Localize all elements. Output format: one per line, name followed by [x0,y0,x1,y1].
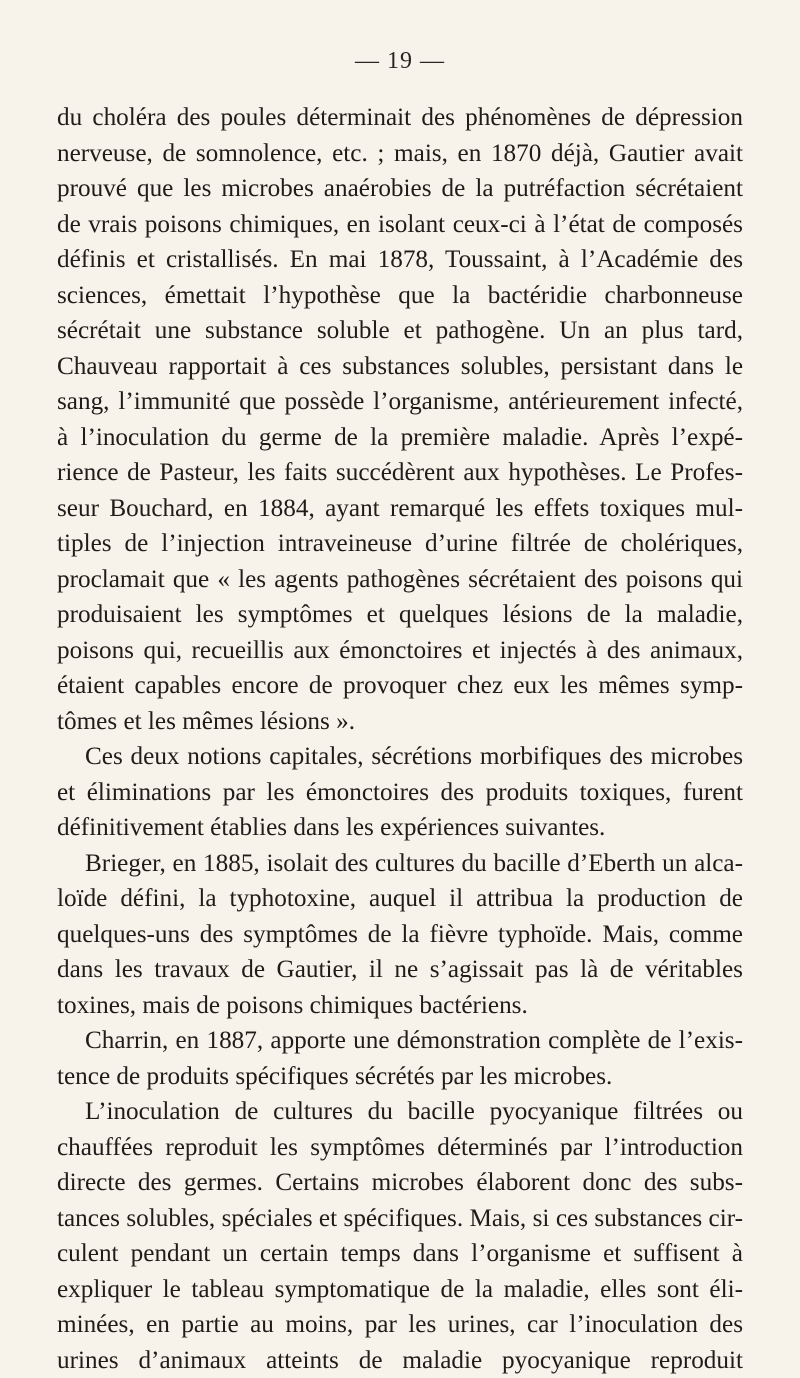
text-line: loïde défini, la typhotoxine, auquel il attribua la production de [57,881,743,917]
text-line: proclamait que « les agents pathogènes sécrétaient des poisons qui [57,562,743,598]
text-line: produisaient les symptômes et quelques lésions de la maladie, [57,597,743,633]
text-line: minées, en partie au moins, par les urines, car l’inoculation des [57,1307,743,1343]
text-line: seur Bouchard, en 1884, ayant remarqué les effets toxiques mul- [57,491,743,527]
text-line: chauffées reproduit les symptômes déterminés par l’introduction [57,1130,743,1166]
body-text [57,100,743,1378]
text-line: à l’inoculation du germe de la première maladie. Après l’expé- [57,420,743,456]
text-line: nerveuse, de somnolence, etc. ; mais, en 1870 déjà, Gautier avait [57,136,743,172]
paragraph-end-line: tence de produits spécifiques sécrétés par les microbes. [57,1059,743,1095]
text-line: directe des germes. Certains microbes élaborent donc des subs- [57,1165,743,1201]
text-line: définis et cristallisés. En mai 1878, Toussaint, à l’Académie des [57,242,743,278]
text-line: quelques-uns des symptômes de la fièvre typhoïde. Mais, comme [57,917,743,953]
text-line: prouvé que les microbes anaérobies de la putréfaction sécrétaient [57,171,743,207]
text-line: Chauveau rapportait à ces substances solubles, persistant dans le [57,349,743,385]
text-line: dans les travaux de Gautier, il ne s’agissait pas là de véritables [57,952,743,988]
text-line: de vrais poisons chimiques, en isolant ceux-ci à l’état de composés [57,207,743,243]
text-line: du choléra des poules déterminait des phénomènes de dépression [57,100,743,136]
paragraph-end-line: définitivement établies dans les expériences suivantes. [57,810,743,846]
text-line: sang, l’immunité que possède l’organisme, antérieurement infecté, [57,384,743,420]
text-line: poisons qui, recueillis aux émonctoires et injectés à des animaux, [57,633,743,669]
text-line: tiples de l’injection intraveineuse d’urine filtrée de cholériques, [57,526,743,562]
paragraph-end-line: tômes et les mêmes lésions ». [57,704,743,740]
paragraph-start-line: L’inoculation de cultures du bacille pyocyanique filtrées ou [57,1094,743,1130]
page-number: — 19 — [0,48,800,75]
paragraph-start-line: Charrin, en 1887, apporte une démonstration complète de l’exis- [57,1023,743,1059]
text-line: expliquer le tableau symptomatique de la maladie, elles sont éli- [57,1272,743,1308]
text-line: tances solubles, spéciales et spécifiques. Mais, si ces substances cir- [57,1201,743,1237]
text-line: et éliminations par les émonctoires des produits toxiques, furent [57,775,743,811]
text-line: sécrétait une substance soluble et pathogène. Un an plus tard, [57,313,743,349]
paragraph-end-line: toxines, mais de poisons chimiques bactériens. [57,988,743,1024]
text-line: culent pendant un certain temps dans l’organisme et suffisent à [57,1236,743,1272]
paragraph-start-line: Ces deux notions capitales, sécrétions morbifiques des microbes [57,739,743,775]
text-line: sciences, émettait l’hypothèse que la bactéridie charbonneuse [57,278,743,314]
paragraph-start-line: Brieger, en 1885, isolait des cultures du bacille d’Eberth un alca- [57,846,743,882]
text-line: étaient capables encore de provoquer chez eux les mêmes symp- [57,668,743,704]
text-line: rience de Pasteur, les faits succédèrent aux hypothèses. Le Profes- [57,455,743,491]
text-line: urines d’animaux atteints de maladie pyocyanique reproduit [57,1343,743,1378]
